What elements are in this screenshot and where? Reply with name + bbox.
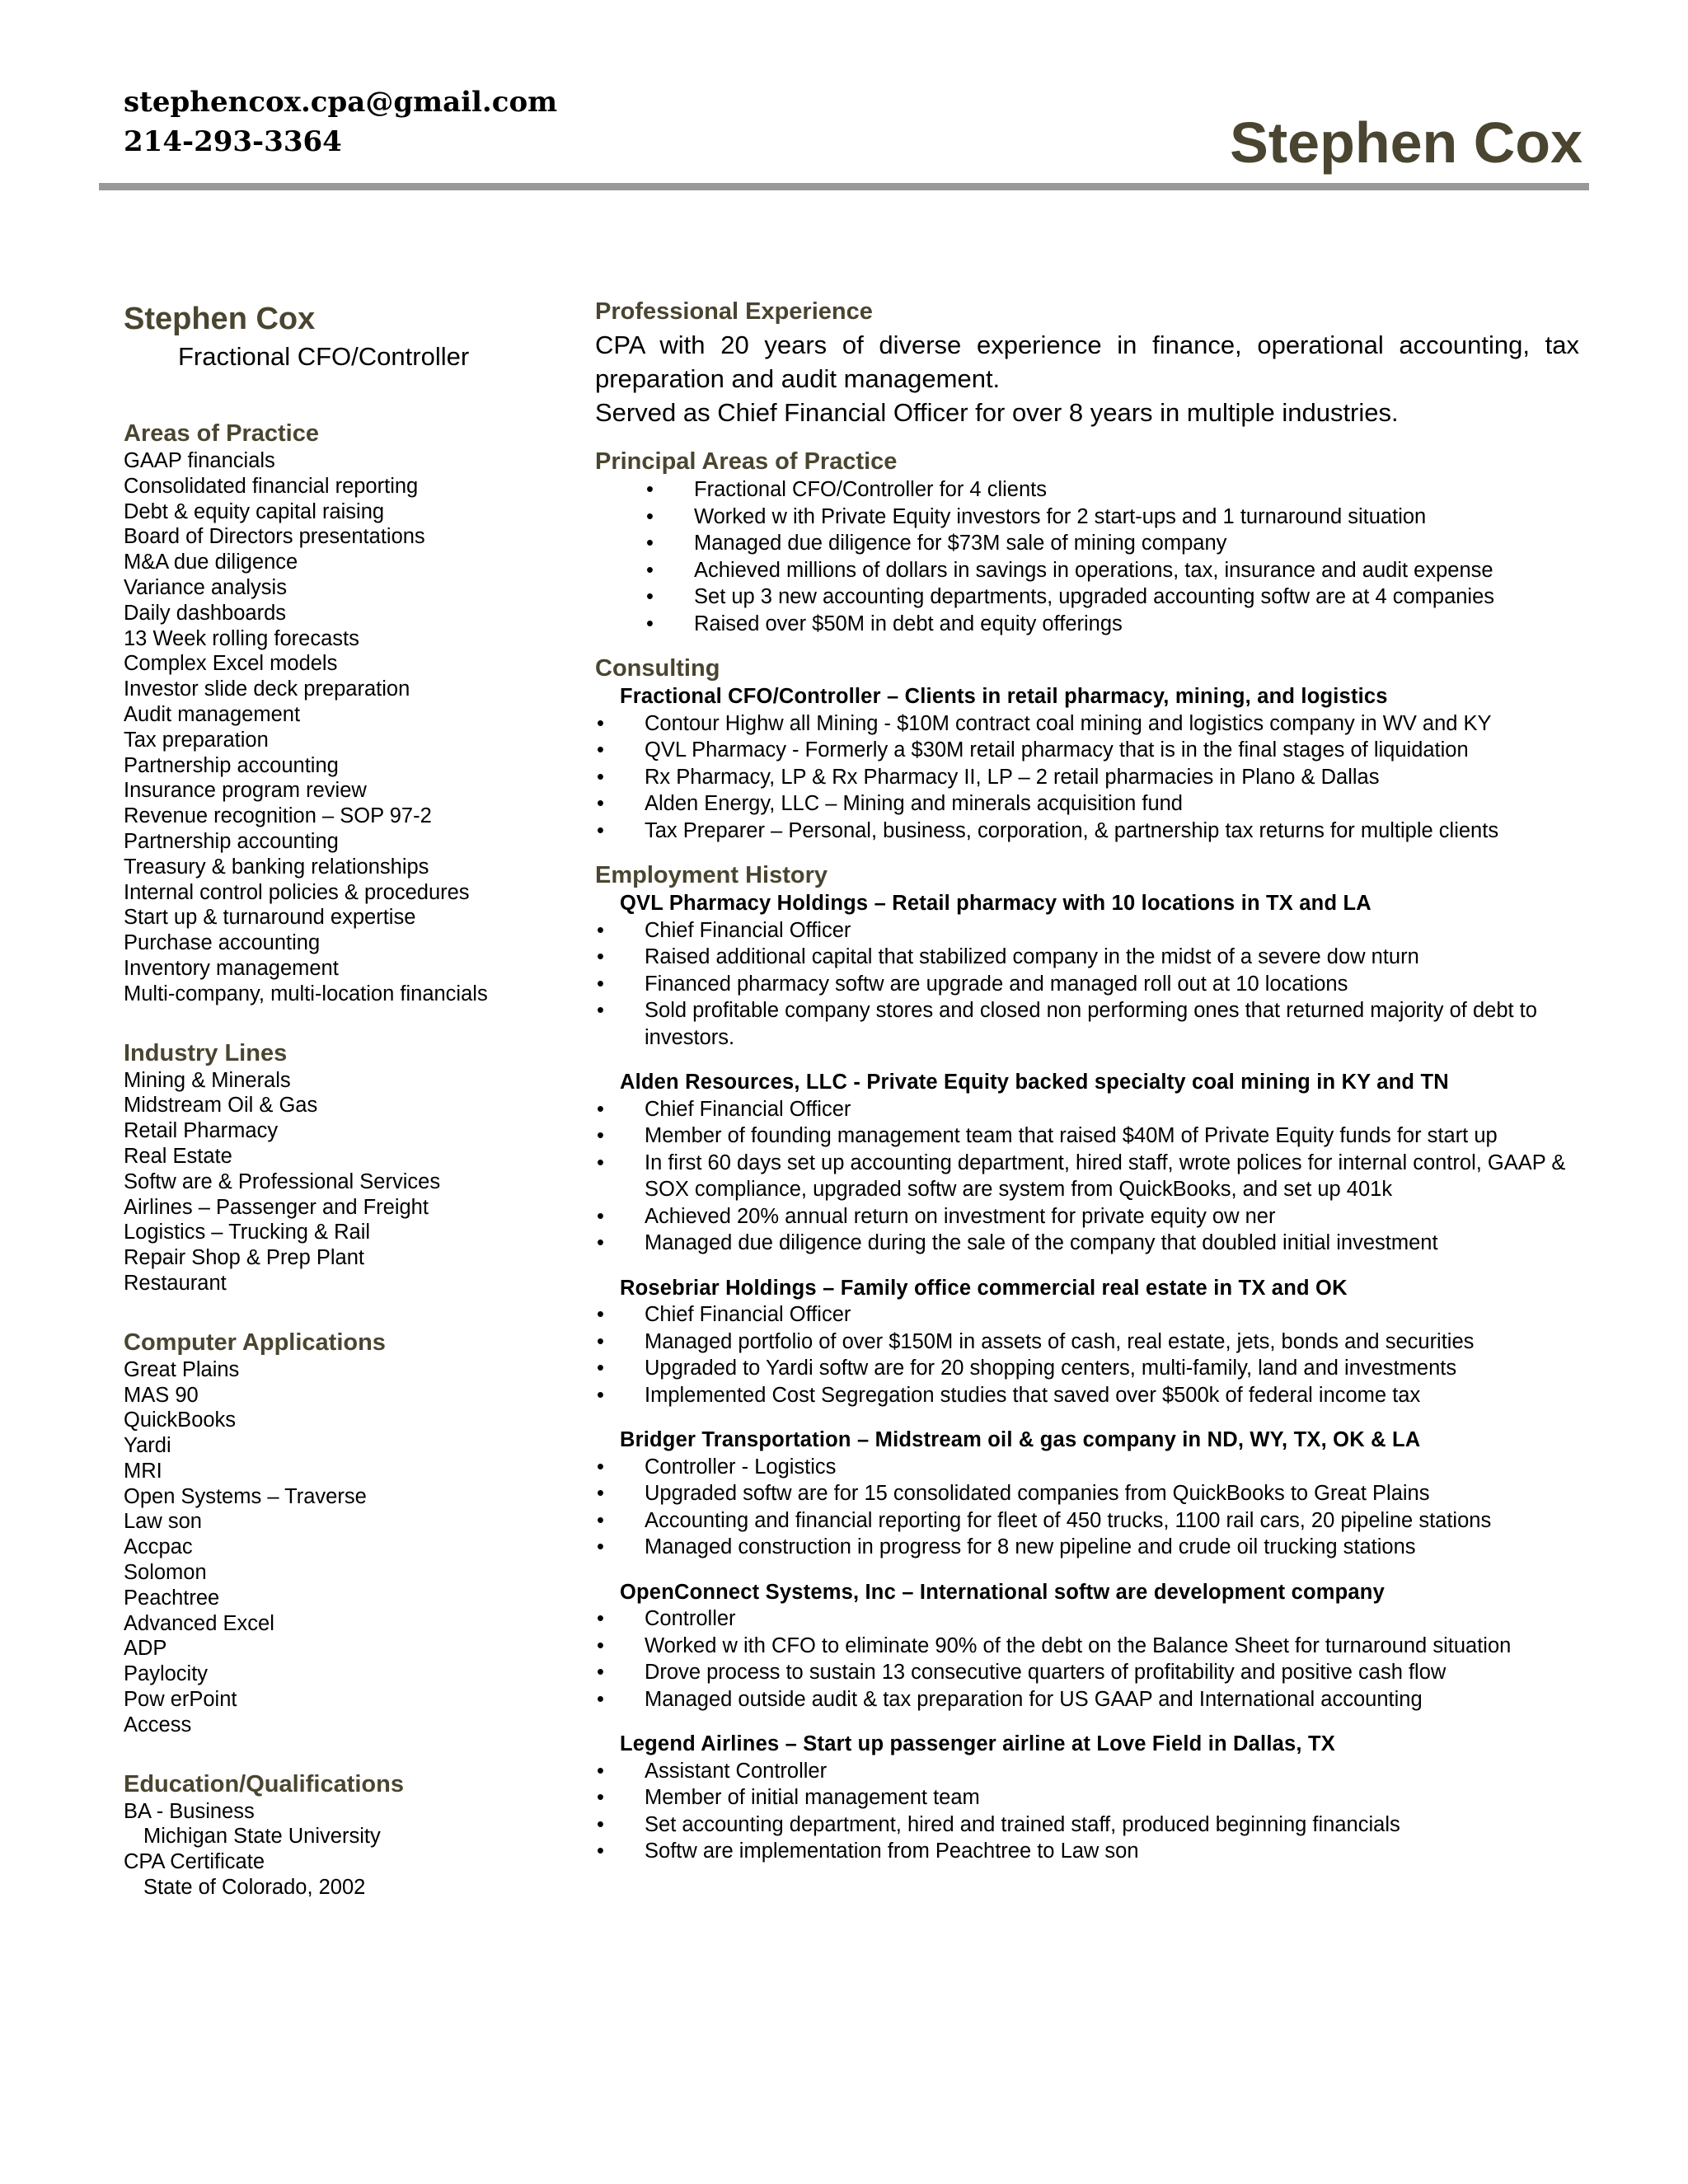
contact-block	[124, 82, 557, 162]
list-item	[595, 504, 1579, 531]
list-item: Law son	[124, 1510, 202, 1534]
list-item: Midstream Oil & Gas	[124, 1094, 318, 1118]
list-item: BA - Business	[124, 1799, 255, 1823]
list-item: Restaurant	[124, 1271, 227, 1295]
list-item: Consolidated financial reporting	[124, 474, 419, 498]
job-bullets	[595, 917, 1579, 1052]
list-item-text: QVL Pharmacy - Formerly a $30M retail pharmacy that is in the final stages of liquidation	[645, 738, 1469, 762]
list-item	[595, 997, 1579, 1051]
job-bullets	[595, 1758, 1579, 1865]
bullet-icon: •	[597, 1329, 604, 1353]
list-item: Complex Excel models	[124, 652, 338, 676]
list-item	[595, 1758, 1579, 1785]
computer-heading: Computer Applications	[124, 1329, 386, 1356]
principal-list	[595, 476, 1579, 637]
list-item	[595, 1838, 1579, 1865]
list-item: Logistics – Trucking & Rail	[124, 1221, 371, 1244]
left-column	[124, 298, 552, 1900]
areas-list	[124, 448, 552, 1007]
list-item	[595, 1230, 1579, 1257]
bullet-icon: •	[597, 765, 604, 789]
list-item: Debt & equity capital raising	[124, 499, 385, 523]
bullet-icon: •	[597, 792, 604, 815]
list-item: Softw are & Professional Services	[124, 1169, 441, 1193]
email-text: stephencox.cpa@gmail.com	[124, 86, 558, 119]
list-item: Advanced Excel	[124, 1611, 274, 1635]
list-item: Solomon	[124, 1561, 207, 1585]
list-item	[595, 1633, 1579, 1660]
list-item	[595, 1534, 1579, 1561]
list-item-text: Set accounting department, hired and trained staff, produced beginning financials	[645, 1812, 1400, 1836]
industry-list	[124, 1068, 552, 1296]
list-item: Audit management	[124, 702, 301, 726]
list-item	[595, 1659, 1579, 1686]
list-item: Daily dashboards	[124, 601, 287, 625]
bullet-icon: •	[597, 1535, 604, 1558]
bullet-icon: •	[597, 918, 604, 942]
list-item: Tax preparation	[124, 728, 269, 752]
bullet-icon: •	[597, 738, 604, 762]
list-item	[595, 530, 1579, 557]
list-item-text: Implemented Cost Segregation studies that saved over $500k of federal income tax	[645, 1383, 1421, 1407]
list-item: Accpac	[124, 1535, 193, 1559]
principal-heading: Principal Areas of Practice	[595, 448, 898, 475]
bullet-icon: •	[597, 818, 604, 842]
list-item: Paylocity	[124, 1662, 209, 1686]
list-item-text: Worked w ith CFO to eliminate 90% of the debt on the Balance Sheet for turnaround situation	[645, 1633, 1512, 1657]
bullet-icon: •	[597, 945, 604, 968]
bullet-icon: •	[646, 585, 654, 608]
list-item-text: Worked w ith Private Equity investors for 2 start-ups and 1 turnaround situation	[694, 504, 1427, 528]
list-item: Access	[124, 1713, 192, 1736]
job-title: Alden Resources, LLC - Private Equity backed specialty coal mining in KY and TN	[620, 1071, 1449, 1094]
list-item-text: Contour Highw all Mining - $10M contract coal mining and logistics company in WV and KY	[645, 711, 1492, 735]
list-item: Open Systems – Traverse	[124, 1484, 367, 1508]
list-item	[595, 1203, 1579, 1230]
experience-summary: CPA with 20 years of diverse experience in finance, operational accounting, tax preparation and audit management.	[595, 330, 1579, 393]
list-item	[595, 944, 1579, 971]
list-item-text: Assistant Controller	[645, 1759, 828, 1783]
list-item: Revenue recognition – SOP 97-2	[124, 804, 432, 828]
bullet-icon: •	[597, 1151, 604, 1174]
list-item-text: Managed outside audit & tax preparation for US GAAP and International accounting	[645, 1687, 1423, 1711]
list-item-text: Managed due diligence for $73M sale of mining company	[694, 532, 1227, 555]
list-item-text: Chief Financial Officer	[645, 1303, 851, 1326]
list-item: Real Estate	[124, 1144, 232, 1168]
job-bullets	[595, 1454, 1579, 1561]
list-item	[595, 1329, 1579, 1356]
bullet-icon: •	[597, 1812, 604, 1836]
bullet-icon: •	[597, 1455, 604, 1479]
list-item-text: Upgraded to Yardi softw are for 20 shopping centers, multi-family, land and investments	[645, 1357, 1457, 1380]
list-item	[595, 790, 1579, 818]
consulting-list	[595, 710, 1579, 845]
job-bullets	[595, 1605, 1579, 1713]
list-item-text: Controller	[645, 1607, 736, 1630]
header-divider	[99, 183, 1589, 190]
consulting-heading: Consulting	[595, 655, 720, 682]
job-title: Legend Airlines – Start up passenger airline at Love Field in Dallas, TX	[620, 1732, 1335, 1755]
bullet-icon: •	[646, 478, 654, 501]
job-bullets	[595, 1096, 1579, 1257]
list-item: Inventory management	[124, 956, 339, 980]
list-item: QuickBooks	[124, 1408, 237, 1432]
experience-cfo-summary: Served as Chief Financial Officer for over 8 years in multiple industries.	[595, 398, 1399, 427]
list-item-text: Tax Preparer – Personal, business, corporation, & partnership tax returns for multiple clients	[645, 818, 1499, 842]
list-item	[595, 764, 1579, 791]
bullet-icon: •	[597, 1607, 604, 1630]
list-item-text: Alden Energy, LLC – Mining and minerals acquisition fund	[645, 792, 1183, 815]
right-column	[595, 297, 1579, 1865]
list-item-text: Raised additional capital that stabilized company in the midst of a severe dow nturn	[645, 945, 1419, 968]
list-item	[595, 710, 1579, 738]
areas-heading: Areas of Practice	[124, 420, 319, 447]
list-item: Great Plains	[124, 1357, 240, 1381]
list-item	[595, 557, 1579, 584]
list-item: MRI	[124, 1459, 162, 1483]
list-item-text: Chief Financial Officer	[645, 1097, 851, 1121]
experience-heading: Professional Experience	[595, 298, 873, 325]
list-item: Michigan State University	[143, 1825, 381, 1849]
list-item-text: Drove process to sustain 13 consecutive quarters of profitability and positive cash flow	[645, 1661, 1447, 1684]
list-item	[595, 1811, 1579, 1839]
list-item	[595, 611, 1579, 638]
left-name: Stephen Cox	[124, 302, 316, 336]
industry-heading: Industry Lines	[124, 1039, 288, 1066]
list-item: GAAP financials	[124, 449, 275, 472]
list-item: Start up & turnaround expertise	[124, 906, 416, 930]
list-item-text: Managed due diligence during the sale of the company that doubled initial investment	[645, 1231, 1438, 1254]
consulting-title: Fractional CFO/Controller – Clients in retail pharmacy, mining, and logistics	[620, 685, 1388, 708]
list-item: CPA Certificate	[124, 1850, 265, 1874]
list-item: Yardi	[124, 1434, 171, 1458]
list-item: Partnership accounting	[124, 753, 339, 777]
bullet-icon: •	[597, 1687, 604, 1711]
bullet-icon: •	[646, 532, 654, 555]
job-bullets	[595, 1301, 1579, 1408]
list-item-text: Member of founding management team that raised $40M of Private Equity funds for start up	[645, 1124, 1498, 1147]
list-item: Pow erPoint	[124, 1688, 237, 1712]
list-item: M&A due diligence	[124, 551, 298, 574]
employment-heading: Employment History	[595, 862, 828, 888]
list-item: Investor slide deck preparation	[124, 677, 410, 701]
job-title: QVL Pharmacy Holdings – Retail pharmacy with 10 locations in TX and LA	[620, 892, 1372, 915]
list-item-text: Accounting and financial reporting for fleet of 450 trucks, 1100 rail cars, 20 pipeline stations	[645, 1508, 1492, 1532]
list-item-text: Fractional CFO/Controller for 4 clients	[694, 478, 1047, 501]
bullet-icon: •	[597, 972, 604, 996]
list-item	[595, 818, 1579, 845]
list-item	[595, 1122, 1579, 1150]
list-item: Insurance program review	[124, 779, 367, 803]
bullet-icon: •	[597, 1383, 604, 1407]
list-item-text: Chief Financial Officer	[645, 918, 851, 942]
bullet-icon: •	[597, 1204, 604, 1228]
list-item: Variance analysis	[124, 575, 287, 599]
list-item-text: Achieved millions of dollars in savings in operations, tax, insurance and audit expense	[694, 558, 1493, 582]
left-subtitle: Fractional CFO/Controller	[178, 342, 470, 371]
list-item: Retail Pharmacy	[124, 1119, 279, 1143]
computer-list	[124, 1357, 552, 1738]
education-heading: Education/Qualifications	[124, 1770, 404, 1797]
list-item	[595, 1301, 1579, 1329]
list-item	[595, 917, 1579, 944]
list-item: Board of Directors presentations	[124, 525, 425, 549]
list-item	[595, 1507, 1579, 1535]
bullet-icon: •	[597, 999, 604, 1022]
list-item	[595, 1355, 1579, 1382]
education-list	[124, 1799, 552, 1900]
bullet-icon: •	[597, 1124, 604, 1147]
bullet-icon: •	[597, 1759, 604, 1783]
bullet-icon: •	[597, 1661, 604, 1684]
list-item	[595, 1784, 1579, 1811]
bullet-icon: •	[597, 1357, 604, 1380]
list-item	[595, 971, 1579, 998]
list-item	[595, 1096, 1579, 1123]
bullet-icon: •	[597, 1633, 604, 1657]
list-item: Repair Shop & Prep Plant	[124, 1246, 365, 1270]
bullet-icon: •	[597, 711, 604, 735]
list-item	[595, 476, 1579, 504]
list-item: Multi-company, multi-location financials	[124, 982, 488, 1005]
list-item	[595, 737, 1579, 764]
bullet-icon: •	[646, 612, 654, 635]
list-item-text: Managed construction in progress for 8 new pipeline and crude oil trucking stations	[645, 1535, 1416, 1558]
list-item: Airlines – Passenger and Freight	[124, 1195, 429, 1219]
list-item-text: Set up 3 new accounting departments, upgraded accounting softw are at 4 companies	[694, 585, 1495, 608]
list-item-text: Member of initial management team	[645, 1786, 980, 1809]
list-item: Treasury & banking relationships	[124, 855, 429, 879]
list-item: Peachtree	[124, 1586, 220, 1610]
job-title: OpenConnect Systems, Inc – International softw are development company	[620, 1580, 1385, 1604]
list-item	[595, 1480, 1579, 1507]
list-item	[595, 1150, 1579, 1203]
job-title: Rosebriar Holdings – Family office commercial real estate in TX and OK	[620, 1276, 1348, 1300]
bullet-icon: •	[646, 558, 654, 582]
bullet-icon: •	[597, 1231, 604, 1254]
bullet-icon: •	[646, 504, 654, 528]
list-item: Mining & Minerals	[124, 1068, 291, 1092]
header-name: Stephen Cox	[1230, 110, 1582, 175]
list-item	[595, 1382, 1579, 1409]
list-item: MAS 90	[124, 1383, 199, 1407]
list-item-text: Raised over $50M in debt and equity offerings	[694, 612, 1123, 635]
list-item-text: Upgraded softw are for 15 consolidated companies from QuickBooks to Great Plains	[645, 1482, 1430, 1505]
list-item	[595, 1686, 1579, 1713]
bullet-icon: •	[597, 1786, 604, 1809]
bullet-icon: •	[597, 1097, 604, 1121]
list-item-text: Managed portfolio of over $150M in assets of cash, real estate, jets, bonds and securities	[645, 1329, 1475, 1353]
bullet-icon: •	[597, 1840, 604, 1863]
list-item: Internal control policies & procedures	[124, 880, 470, 904]
list-item: Purchase accounting	[124, 931, 321, 955]
list-item	[595, 583, 1579, 611]
list-item: ADP	[124, 1637, 167, 1661]
list-item-text: Softw are implementation from Peachtree to Law son	[645, 1840, 1139, 1863]
bullet-icon: •	[597, 1482, 604, 1505]
list-item-text: Controller - Logistics	[645, 1455, 837, 1479]
phone-text: 214-293-3364	[124, 125, 342, 158]
bullet-icon: •	[597, 1508, 604, 1532]
list-item-text: Achieved 20% annual return on investment for private equity ow ner	[645, 1204, 1276, 1228]
list-item-text: In first 60 days set up accounting department, hired staff, wrote polices for internal control, GAAP & SOX compliance, upgraded softw are system from QuickBooks, and set up 401k	[645, 1151, 1566, 1201]
job-title: Bridger Transportation – Midstream oil & gas company in ND, WY, TX, OK & LA	[620, 1428, 1421, 1451]
list-item	[595, 1454, 1579, 1481]
list-item: 13 Week rolling forecasts	[124, 626, 359, 650]
list-item: State of Colorado, 2002	[143, 1876, 366, 1900]
list-item-text: Sold profitable company stores and closed non performing ones that returned majority of debt to investors.	[645, 999, 1537, 1049]
bullet-icon: •	[597, 1303, 604, 1326]
list-item: Partnership accounting	[124, 829, 339, 853]
list-item	[595, 1605, 1579, 1633]
list-item-text: Financed pharmacy softw are upgrade and managed roll out at 10 locations	[645, 972, 1348, 996]
list-item-text: Rx Pharmacy, LP & Rx Pharmacy II, LP – 2 retail pharmacies in Plano & Dallas	[645, 765, 1380, 789]
